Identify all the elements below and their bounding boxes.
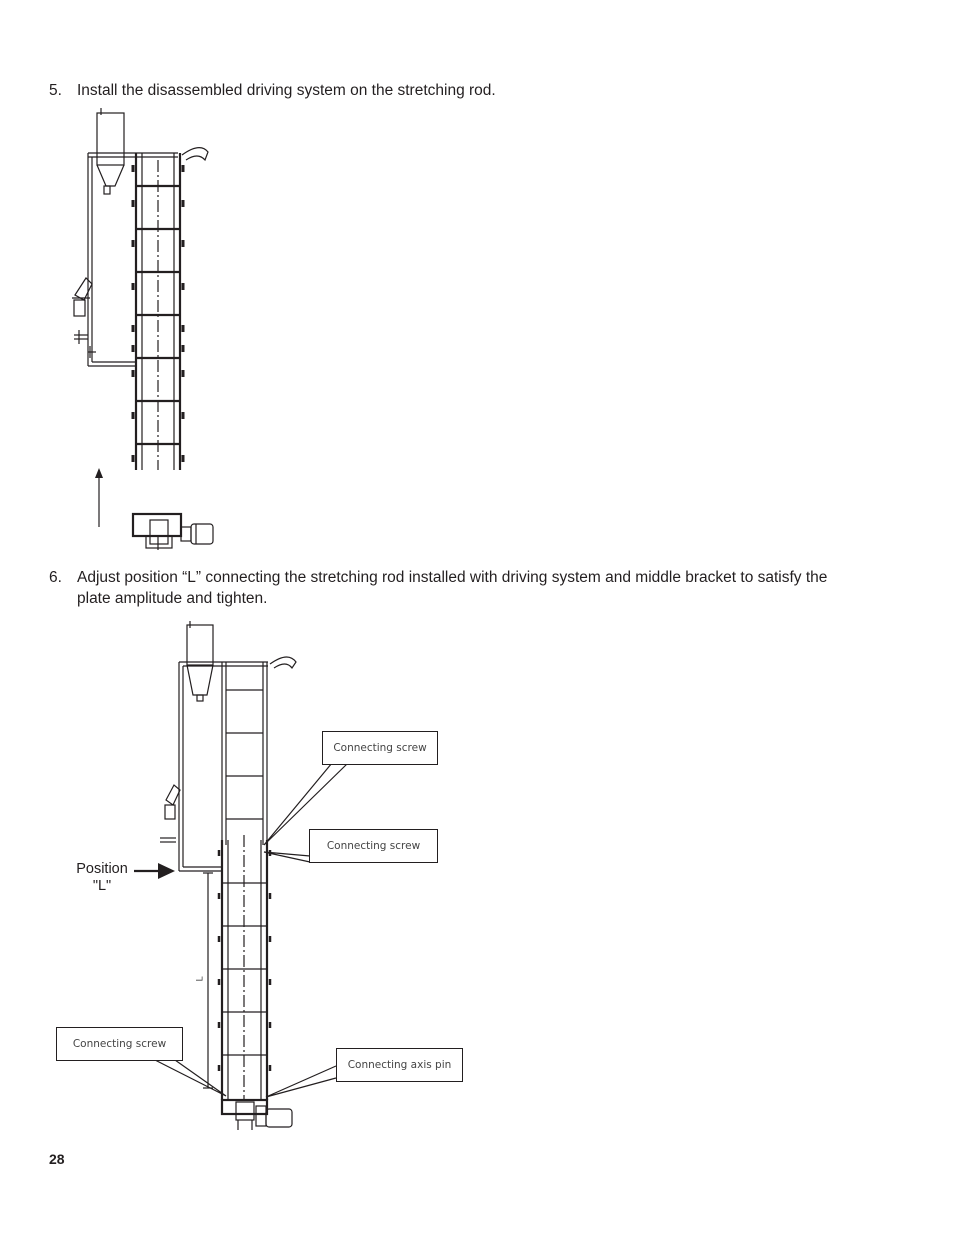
callout-connecting-screw-middle: Connecting screw <box>309 829 438 863</box>
vibrator-drawing <box>160 785 180 842</box>
callout-connecting-screw-upper: Connecting screw <box>322 731 438 765</box>
frame-drawing <box>179 657 296 871</box>
step-number: 5. <box>49 82 62 99</box>
callout-pointers <box>155 763 348 1097</box>
position-label-line2: "L" <box>92 878 112 894</box>
position-arrow-icon <box>134 863 175 879</box>
hopper-drawing <box>187 621 213 701</box>
page-number: 28 <box>49 1151 65 1167</box>
dimension-label: L <box>195 976 206 982</box>
drive-unit-drawing <box>222 1100 292 1130</box>
callout-connecting-axis-pin: Connecting axis pin <box>336 1048 463 1082</box>
step-text: Adjust position “L” connecting the stretching rod installed with driving system and middle bracket to satisfy the plate amplitude and tighten. <box>77 569 828 607</box>
step-number: 6. <box>49 569 62 586</box>
stretching-rod-drawing <box>219 835 270 1100</box>
callout-connecting-screw-lower: Connecting screw <box>56 1027 183 1061</box>
step-text: Install the disassembled driving system on the stretching rod. <box>77 82 496 99</box>
upper-rod-drawing <box>222 662 267 845</box>
position-label-line1: Position <box>76 861 128 877</box>
position-l-label <box>68 861 136 895</box>
